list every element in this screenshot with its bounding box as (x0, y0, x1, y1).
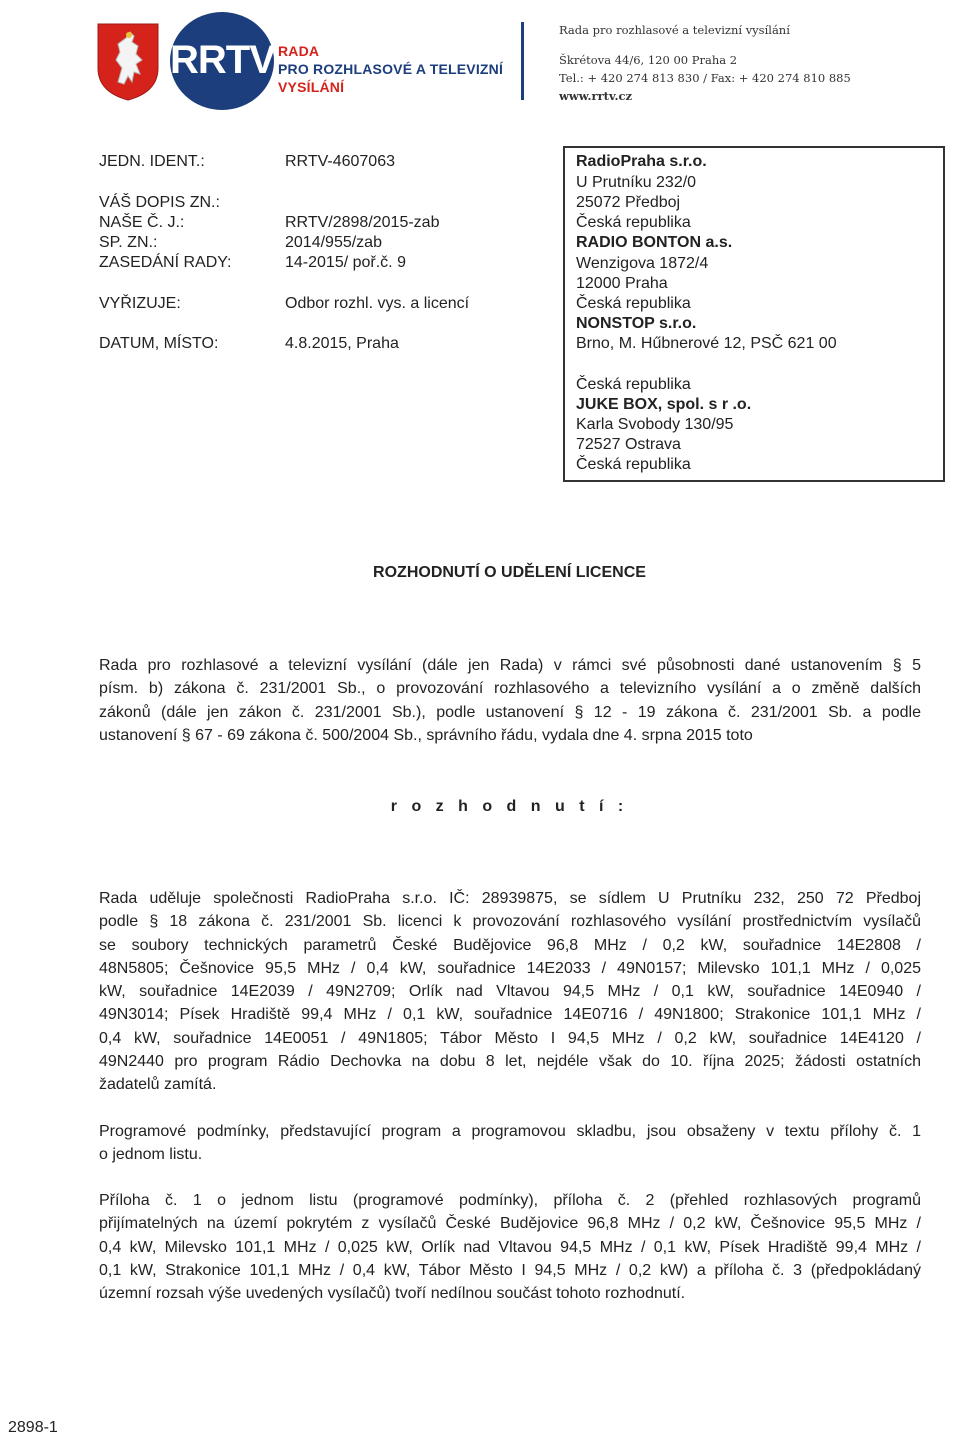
paragraph-line: Rada pro rozhlasové a televizní vysílání (dále jen Rada) v rámci své působnosti dané ustanovením § 5 (99, 657, 921, 674)
logo-line-2: PRO ROZHLASOVÉ A TELEVIZNÍ (278, 61, 504, 77)
recipient-line: RadioPraha s.r.o. (576, 153, 707, 170)
letterhead-address: Škrétova 44/6, 120 00 Praha 2 (559, 53, 738, 67)
paragraph-line: žadatelů zamítá. (99, 1076, 217, 1094)
our-ref-value: RRTV/2898/2015-zab (285, 214, 440, 231)
recipient-line: 25072 Předboj (576, 194, 681, 211)
our-ref-label: NAŠE Č. J.: (99, 214, 185, 231)
date-value: 4.8.2015, Praha (285, 335, 399, 352)
meeting-label: ZASEDÁNÍ RADY: (99, 254, 232, 271)
recipient-line: 12000 Praha (576, 275, 668, 292)
page-identifier: 2898-1 (8, 1419, 58, 1436)
handled-value: Odbor rozhl. vys. a licencí (285, 295, 470, 312)
paragraph-line: podle § 18 zákona č. 231/2001 Sb. licenci k provozování rozhlasového vysílání prostřednictvím vysílačů (99, 913, 921, 931)
paragraph-line: Příloha č. 1 o jednom listu (programové podmínky), příloha č. 2 (přehled rozhlasových programů (99, 1192, 921, 1209)
date-label: DATUM, MÍSTO: (99, 335, 219, 352)
paragraph-line: zákonů (dále jen zákon č. 231/2001 Sb.), podle ustanovení § 12 - 19 zákona č. 231/2001 Sb. a podle (99, 703, 921, 721)
document-title: ROZHODNUTÍ O UDĚLENÍ LICENCE (373, 564, 646, 581)
rrtv-logo: RRTV (170, 38, 275, 82)
recipient-line: 72527 Ostrava (576, 436, 681, 453)
recipient-line: JUKE BOX, spol. s r .o. (576, 396, 752, 413)
header-divider (521, 22, 524, 100)
recipient-line: RADIO BONTON a.s. (576, 234, 733, 251)
coat-of-arms-icon (96, 22, 160, 102)
paragraph-line: Programové podmínky, představující program a programovou skladbu, jsou obsaženy v textu přílohy č. 1 (99, 1123, 921, 1140)
meeting-value: 14-2015/ poř.č. 9 (285, 254, 406, 271)
ident-label: JEDN. IDENT.: (99, 153, 205, 170)
recipient-line: Karla Svobody 130/95 (576, 416, 734, 433)
paragraph-line: 49N3014; Písek Hradiště 99,4 MHz / 0,1 kW, souřadnice 14E0716 / 49N1800; Strakonice 101,1 MHz / (99, 1006, 921, 1024)
paragraph-line: kW, souřadnice 14E2039 / 49N2709; Orlík nad Vltavou 94,5 MHz / 0,1 kW, souřadnice 14E0940 / (99, 983, 921, 1001)
paragraph-line: přijímatelných na území pokrytém z vysílačů České Budějovice 96,8 MHz / 0,2 kW, Češnovice 95,5 MHz / (99, 1215, 921, 1233)
paragraph-line: písm. b) zákona č. 231/2001 Sb., o provozování rozhlasového a televizního vysílání a o změně dalších (99, 680, 921, 698)
paragraph-line: 48N5805; Češnovice 95,5 MHz / 0,4 kW, souřadnice 14E2033 / 49N0157; Milevsko 101,1 MHz / 0,025 (99, 959, 921, 977)
paragraph-line: Rada uděluje společnosti RadioPraha s.r.o. IČ: 28939875, se sídlem U Prutníku 232, 250 72 Předboj (99, 890, 921, 907)
paragraph-line: se soubory technických parametrů České Budějovice 96,8 MHz / 0,2 kW, souřadnice 14E2808 / (99, 936, 921, 954)
recipient-line: Wenzigova 1872/4 (576, 255, 709, 272)
logo-line-1: RADA (278, 43, 320, 59)
paragraph-line: územní rozsah výše uvedených vysílačů) tvoří nedílnou součást tohoto rozhodnutí. (99, 1285, 686, 1303)
letterhead-web: www.rrtv.cz (559, 89, 633, 103)
intro-paragraph (99, 654, 921, 747)
decision-heading: r o z h o d n u t í : (390, 798, 629, 815)
logo-line-3: VYSÍLÁNÍ (278, 79, 345, 95)
recipient-line: Česká republika (576, 456, 691, 473)
handled-label: VYŘIZUJE: (99, 295, 181, 312)
recipient-line: Česká republika (576, 376, 691, 393)
program-conditions-paragraph (99, 1120, 921, 1167)
recipient-line: NONSTOP s.r.o. (576, 315, 697, 332)
ident-value: RRTV-4607063 (285, 153, 395, 170)
file-value: 2014/955/zab (285, 234, 382, 251)
recipient-line: Česká republika (576, 295, 691, 312)
recipient-line: Brno, M. Hűbnerové 12, PSČ 621 00 (576, 335, 837, 352)
paragraph-line: 0,1 kW, Strakonice 101,1 MHz / 0,4 kW, Tábor Město I 94,5 MHz / 0,2 kW) a příloha č. 3 (předpokládaný (99, 1261, 921, 1279)
paragraph-line: 0,4 kW, Milevsko 101,1 MHz / 0,025 kW, Orlík nad Vltavou 94,5 MHz / 0,1 kW, Písek Hradiště 99,4 MHz / (99, 1238, 921, 1256)
letterhead-org-name: Rada pro rozhlasové a televizní vysílání (559, 23, 790, 37)
recipient-line: U Prutníku 232/0 (576, 174, 697, 191)
attachments-paragraph (99, 1189, 921, 1305)
paragraph-line: 49N2440 pro program Rádio Dechovka na dobu 8 let, nejdéle však do 10. října 2025; žádosti ostatních (99, 1053, 921, 1071)
paragraph-line: 0,4 kW, souřadnice 14E0051 / 49N1805; Tábor Město I 94,5 MHz / 0,2 kW, souřadnice 14E4120 / (99, 1029, 921, 1047)
paragraph-line: ustanovení § 67 - 69 zákona č. 500/2004 Sb., správního řádu, vydala dne 4. srpna 2015 toto (99, 726, 753, 744)
letterhead-contact: Tel.: + 420 274 813 830 / Fax: + 420 274 810 885 (559, 71, 851, 85)
file-label: SP. ZN.: (99, 234, 158, 251)
recipient-line: Česká republika (576, 214, 691, 231)
paragraph-line: o jednom listu. (99, 1146, 203, 1164)
decision-paragraph (99, 887, 921, 1097)
letter-label: VÁŠ DOPIS ZN.: (99, 194, 220, 211)
